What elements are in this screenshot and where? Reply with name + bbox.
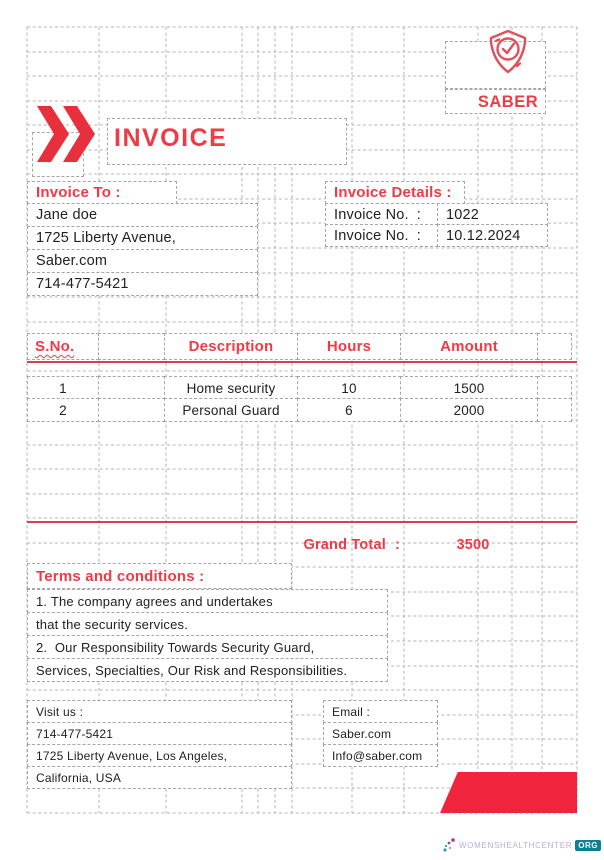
visit-address: 1725 Liberty Avenue, Los Angeles,	[36, 748, 228, 763]
double-chevron-icon	[37, 106, 95, 163]
spacer-cell	[98, 376, 165, 400]
terms-line-cell	[27, 635, 388, 659]
company-name: SABER	[477, 93, 539, 111]
visit-address-cell	[27, 744, 292, 767]
terms-section	[27, 563, 292, 589]
invoice-to-section	[27, 181, 258, 296]
table-row	[27, 399, 572, 422]
invoice-number-value: 1022	[446, 206, 480, 223]
visit-heading: Visit us :	[36, 704, 84, 719]
spacer-cell	[98, 333, 165, 360]
row1-sno: 1	[59, 380, 67, 396]
invoice-to-heading: Invoice To :	[36, 184, 121, 201]
email-address: Info@saber.com	[332, 748, 423, 763]
terms-heading-cell	[27, 563, 292, 589]
bill-to-address: 1725 Liberty Avenue,	[36, 230, 176, 246]
table-row	[27, 377, 572, 400]
col-sno-header: S.No.	[35, 338, 75, 355]
watermark-text: WOMENSHEALTHCENTER	[458, 840, 573, 850]
invoice-number-value-cell	[437, 203, 548, 226]
row1-amount: 1500	[453, 380, 485, 396]
col-description-header: Description	[188, 338, 274, 355]
bill-to-name-cell	[27, 203, 258, 227]
row2-description-cell	[164, 398, 298, 422]
shield-check-icon	[487, 29, 529, 81]
visit-phone-cell	[27, 722, 292, 745]
row2-hours: 6	[345, 402, 353, 418]
email-address-cell	[323, 744, 438, 767]
row2-description: Personal Guard	[182, 402, 280, 418]
row2-sno: 2	[59, 402, 67, 418]
invoice-date-value: 10.12.2024	[446, 227, 521, 244]
grand-total-label: Grand Total	[303, 537, 386, 553]
email-section	[323, 700, 438, 767]
terms-line-cell	[27, 658, 388, 682]
spacer-cell	[537, 376, 572, 400]
invoice-date-row	[325, 225, 548, 247]
terms-line-3: 2. Our Responsibility Towards Security Guard,	[36, 639, 315, 655]
row2-sno-cell	[27, 398, 99, 422]
row2-amount: 2000	[453, 402, 485, 418]
header-divider-rule	[27, 361, 577, 363]
visit-heading-cell	[27, 700, 292, 723]
col-amount-header: Amount	[440, 338, 498, 355]
invoice-details-heading: Invoice Details :	[334, 184, 452, 201]
terms-heading: Terms and conditions :	[36, 567, 205, 585]
terms-line-cell	[27, 589, 388, 613]
invoice-date-label: Invoice No.	[334, 227, 409, 244]
grand-total-value: 3500	[456, 537, 490, 553]
email-website: Saber.com	[332, 726, 392, 741]
watermark	[443, 838, 601, 852]
col-hours-header-cell	[297, 333, 401, 360]
visit-region: California, USA	[36, 770, 122, 785]
table-body	[27, 377, 572, 422]
bill-to-website: Saber.com	[36, 253, 108, 269]
row2-hours-cell	[297, 398, 401, 422]
invoice-details-section	[325, 181, 548, 247]
visit-region-cell	[27, 766, 292, 789]
total-divider-rule	[27, 521, 577, 523]
terms-line-2: that the security services.	[36, 616, 189, 632]
email-heading: Email :	[332, 704, 371, 719]
col-description-header-cell	[164, 333, 298, 360]
invoice-date-label-cell	[325, 224, 438, 247]
spacer-cell	[98, 398, 165, 422]
email-website-cell	[323, 722, 438, 745]
terms-line-cell	[27, 612, 388, 636]
invoice-date-value-cell	[437, 224, 548, 247]
watermark-dots-icon	[443, 838, 456, 852]
row1-sno-cell	[27, 376, 99, 400]
row1-description: Home security	[186, 380, 276, 396]
invoice-to-heading-cell	[27, 181, 177, 204]
invoice-date-colon: :	[416, 227, 421, 244]
col-sno-header-cell	[27, 333, 99, 360]
invoice-number-label: Invoice No.	[334, 206, 409, 223]
terms-line-4: Services, Specialties, Our Risk and Responsibilities.	[36, 662, 348, 678]
invoice-details-heading-cell	[325, 181, 465, 204]
grand-total-label-row	[240, 537, 400, 553]
terms-lines	[27, 589, 388, 682]
invoice-number-row	[325, 204, 548, 226]
bill-to-website-cell	[27, 249, 258, 273]
bill-to-phone-cell	[27, 272, 258, 296]
terms-line-1: 1. The company agrees and undertakes	[36, 593, 273, 609]
table-header-row	[27, 334, 572, 360]
bill-to-name: Jane doe	[36, 207, 98, 223]
bill-to-phone: 714-477-5421	[36, 276, 129, 292]
col-amount-header-cell	[400, 333, 538, 360]
invoice-number-label-cell	[325, 203, 438, 226]
row1-amount-cell	[400, 376, 538, 400]
spacer-cell	[537, 398, 572, 422]
visit-phone: 714-477-5421	[36, 726, 114, 741]
row1-description-cell	[164, 376, 298, 400]
corner-accent-shape	[440, 772, 577, 813]
col-hours-header: Hours	[326, 338, 372, 355]
row2-amount-cell	[400, 398, 538, 422]
invoice-title: INVOICE	[114, 124, 228, 152]
spacer-cell	[537, 333, 572, 360]
invoice-number-colon: :	[416, 206, 421, 223]
email-heading-cell	[323, 700, 438, 723]
visit-section	[27, 700, 292, 789]
row1-hours: 10	[341, 380, 357, 396]
watermark-badge: ORG	[575, 840, 601, 851]
grand-total-colon: :	[394, 537, 400, 553]
row1-hours-cell	[297, 376, 401, 400]
bill-to-address-cell	[27, 226, 258, 250]
